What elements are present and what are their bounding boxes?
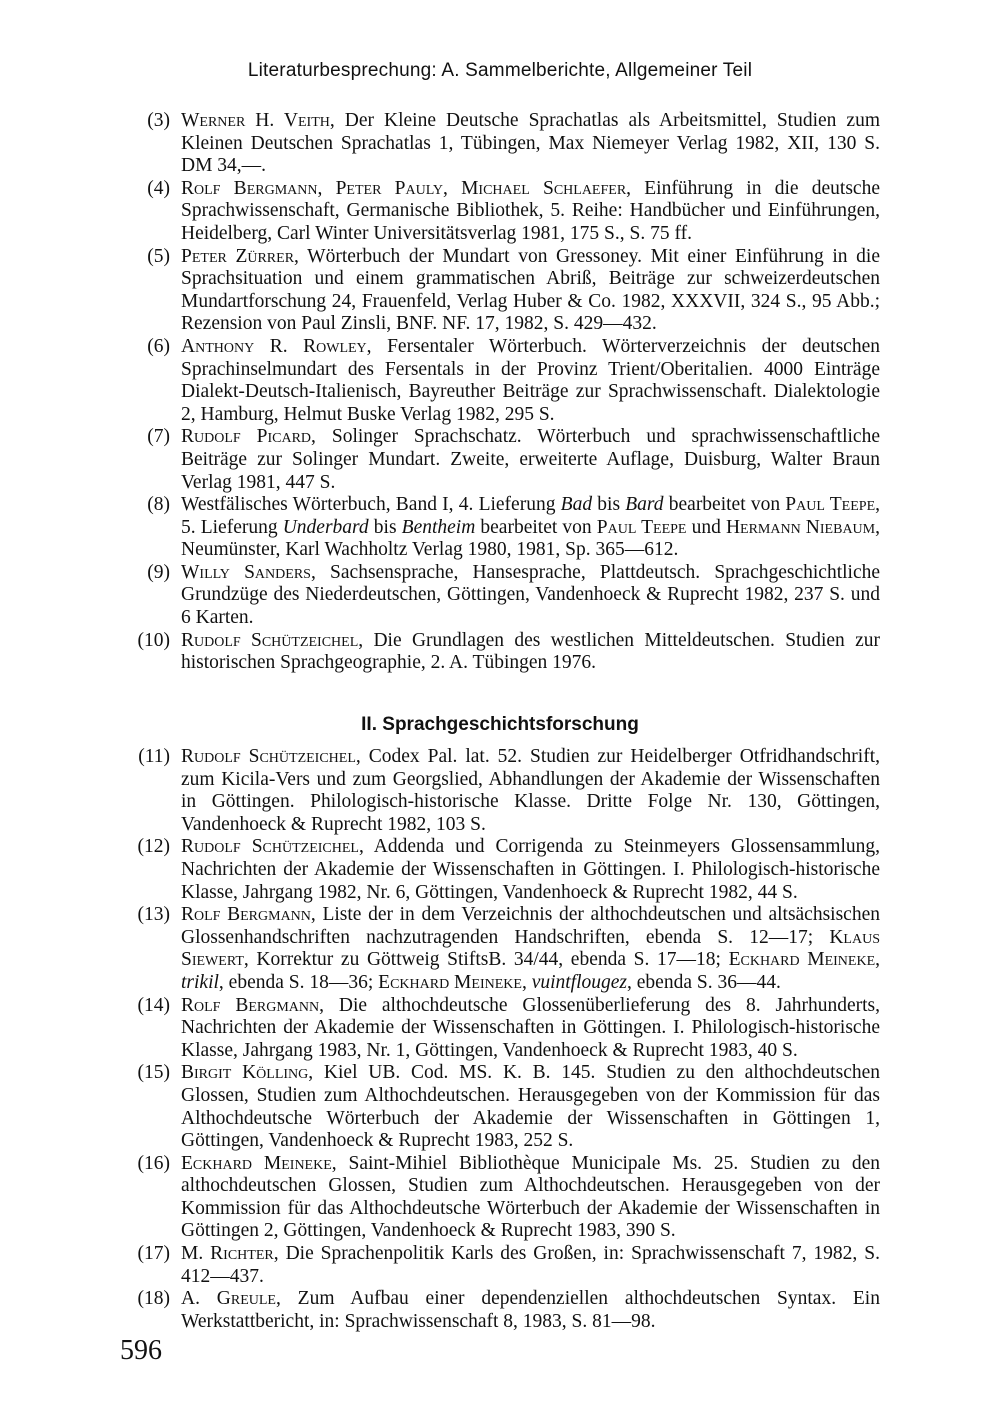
reference-text: und [686,516,726,538]
reference-entry-14 [120,995,880,1063]
reference-text: , Die Sprachenpolitik Karls des Großen, in: Sprachwissenschaft 7, 1982, S. 412—437. [181,1243,880,1287]
reference-number: (9) [147,561,170,583]
reference-number: (7) [147,426,170,448]
reference-text: , Solinger Sprachschatz. Wörterbuch und sprachwissenschaftliche Beiträge zur Solinger Mundart. Zweite, erweiterte Auflage, Duisburg, Walter Braun Verlag 1981, 447 S. [181,426,880,493]
reference-number: (17) [137,1243,170,1265]
reference-text: , Neumünster, Karl Wachholtz Verlag 1980, 1981, Sp. 365—612. [181,516,880,561]
reference-author: Rolf Bergmann [181,904,311,926]
reference-text: , [521,971,532,993]
reference-text: Westfälisches Wörterbuch, Band I, 4. Lieferung [181,494,561,516]
reference-number: (18) [137,1288,170,1310]
reference-author: Peter Zürrer [181,245,295,267]
reference-author: Rudolf Picard [181,426,312,448]
reference-author: Rudolf Schützeichel [181,746,356,767]
reference-number: (8) [147,494,170,516]
page-number: 596 [120,1335,162,1366]
reference-author: Birgit Kölling [181,1062,309,1084]
reference-text: , ebenda S. 18—36; [218,971,379,993]
reference-entry-10 [120,630,880,675]
reference-entry-5 [120,246,880,336]
reference-text: , Einführung in die deutsche Sprachwissenschaft, Germanische Bibliothek, 5. Reihe: Handbücher und Einführungen, Heidelberg, Carl Winter Universitätsverlag 1981, 175 S., S. 75 ff. [181,177,880,244]
reference-author: Klaus Siewert [181,926,880,971]
reference-text: , Der Kleine Deutsche Sprachatlas als Arbeitsmittel, Studien zum Kleinen Deutschen Sprachatlas 1, Tübingen, Max Niemeyer Verlag 1982, XII, 130 S. DM 34,—. [181,110,881,177]
reference-text: , Sachsensprache, Hansesprache, Plattdeutsch. Sprachgeschichtliche Grundzüge des Niederdeutschen, Göttingen, Vandenhoeck & Ruprecht 1982, 237 S. und 6 Karten. [181,561,881,629]
reference-text: , Wörterbuch der Mundart von Gressoney. Mit einer Einführung in die Sprachsituation und einem grammatischen Abriß, Beiträge zur schweizerdeutschen Mundartforschung 24, Frauenfeld, Verlag Huber & Co. 1982, XXXVII, 324 S., 95 Abb.; Rezension von Paul Zinsli, BNF. NF. 17, 1982, S. 429—432. [181,245,880,335]
reference-lemma: Bentheim [401,516,476,538]
reference-text: bearbeitet von [663,494,786,516]
reference-text: , [875,949,880,971]
reference-number: (11) [138,746,170,767]
reference-text: , Fersentaler Wörterbuch. Wörterverzeichnis der deutschen Sprachinselmundart des Fersentals in der Provinz Trient/Oberitalien. 4000 Einträge Dialekt-Deutsch-Italienisch, Bayreuther Beiträge zur Sprachwissenschaft. Dialektologie 2, Hamburg, Helmut Buske Verlag 1982, 295 S. [181,335,880,425]
reference-entry-7 [120,426,880,494]
reference-text: bis [592,494,626,516]
reference-entry-8 [120,494,880,562]
reference-author: M. Richter [181,1243,274,1265]
reference-author: Rolf Bergmann, Peter Pauly, Michael Schlaefer [181,177,627,199]
reference-number: (12) [137,836,170,858]
reference-text: , Korrektur zu Göttweig StiftsB. 34/44, ebenda S. 17—18; [243,949,729,971]
reference-author: Anthony R. Rowley [181,335,367,357]
reference-text: , Die Grundlagen des westlichen Mitteldeutschen. Studien zur historischen Sprachgeographie, 2. A. Tübingen 1976. [181,629,880,674]
reference-list-language-history [120,746,880,1333]
reference-text: , Kiel UB. Cod. MS. K. B. 145. Studien zu den althochdeutschen Glossen, Studien zum Althochdeutschen. Herausgegeben von der Kommission für das Althochdeutsche Wörterbuch der Akademie der Wissenschaften in Göttingen 1, Göttingen, Vandenhoeck & Ruprecht 1983, 252 S. [181,1062,881,1152]
reference-number: (14) [137,994,170,1016]
reference-number: (15) [137,1062,170,1084]
reference-number: (3) [147,110,170,131]
reference-author: Paul Teepe [785,494,876,516]
reference-author: Eckhard Meineke [728,949,876,971]
reference-entry-4 [120,178,880,246]
reference-lemma: trikil [181,971,219,993]
reference-number: (5) [147,245,170,267]
section-heading: II. Sprachgeschichtsforschung [361,714,639,735]
reference-entry-6 [120,336,880,426]
reference-text: , ebenda S. 36—44. [627,971,781,993]
reference-author: Willy Sanders [181,561,311,583]
reference-number: (16) [137,1152,170,1174]
reference-text: , Codex Pal. lat. 52. Studien zur Heidelberger Otfridhandschrift, zum Kicila-Vers und zum Georgslied, Abhandlungen der Akademie der Wissenschaften in Göttingen. Philologisch-historische Klasse. Dritte Folge Nr. 130, Göttingen, Vandenhoeck & Ruprecht 1982, 103 S. [181,746,880,835]
reference-entry-9 [120,562,880,630]
reference-entry-16 [120,1153,880,1243]
reference-text: , Saint-Mihiel Bibliothèque Municipale Ms. 25. Studien zu den althochdeutschen Glossen, Studien zum Althochdeutschen. Herausgegeben von der Kommission für das Althochdeutsche Wörterbuch der Akademie der Wissenschaften in Göttingen 2, Göttingen, Vandenhoeck & Ruprecht 1983, 390 S. [181,1152,881,1242]
reference-text: , Die althochdeutsche Glossenüberlieferung des 8. Jahrhunderts, Nachrichten der Akademie der Wissenschaften in Göttingen. I. Philologisch-historische Klasse, Jahrgang 1983, Nr. 1, Göttingen, Vandenhoeck & Ruprecht 1983, 40 S. [181,994,880,1061]
reference-author: Rudolf Schützeichel [181,836,359,858]
reference-text: , 5. Lieferung [181,494,880,538]
reference-entry-11 [120,746,880,836]
reference-text: bearbeitet von [475,516,597,538]
reference-author: Hermann Niebaum [725,516,876,538]
reference-text: bis [368,516,402,538]
reference-list-dialectology [120,110,880,675]
reference-entry-13 [120,904,880,994]
reference-text: , Addenda und Corrigenda zu Steinmeyers Glossensammlung, Nachrichten der Akademie der Wissenschaften in Göttingen. I. Philologisch-historische Klasse, Jahrgang 1982, Nr. 6, Göttingen, Vandenhoeck & Ruprecht 1982, 44 S. [181,836,880,903]
reference-text: , Liste der in dem Verzeichnis der althochdeutschen und altsächsischen Glossenhandschriften nachzutragenden Handschriften, ebenda S. 12—17; [181,904,880,948]
reference-entry-3 [120,110,880,178]
reference-entry-18 [120,1288,880,1333]
reference-author: Werner H. Veith [181,110,330,131]
reference-author: Rolf Bergmann [181,994,320,1016]
reference-author: Paul Teepe [596,516,687,538]
reference-number: (6) [147,335,170,357]
reference-lemma: Underbard [282,516,369,538]
running-head: Literaturbesprechung: A. Sammelberichte, Allgemeiner Teil [247,60,753,81]
reference-number: (13) [137,904,170,926]
reference-author: Eckhard Meineke [181,1152,332,1174]
reference-number: (10) [137,629,170,651]
reference-author: A. Greule [181,1288,276,1310]
reference-text: , Zum Aufbau einer dependenziellen althochdeutschen Syntax. Ein Werkstattbericht, in: Sprachwissenschaft 8, 1983, S. 81—98. [181,1288,880,1332]
reference-entry-17 [120,1243,880,1288]
reference-lemma: vuintflougez [531,971,628,993]
reference-lemma: Bad [560,494,593,516]
reference-author: Eckhard Meineke [378,971,522,993]
reference-entry-12 [120,836,880,904]
reference-author: Rudolf Schützeichel [181,629,359,651]
reference-number: (4) [147,177,170,199]
reference-lemma: Bard [625,494,664,516]
reference-entry-15 [120,1062,880,1152]
